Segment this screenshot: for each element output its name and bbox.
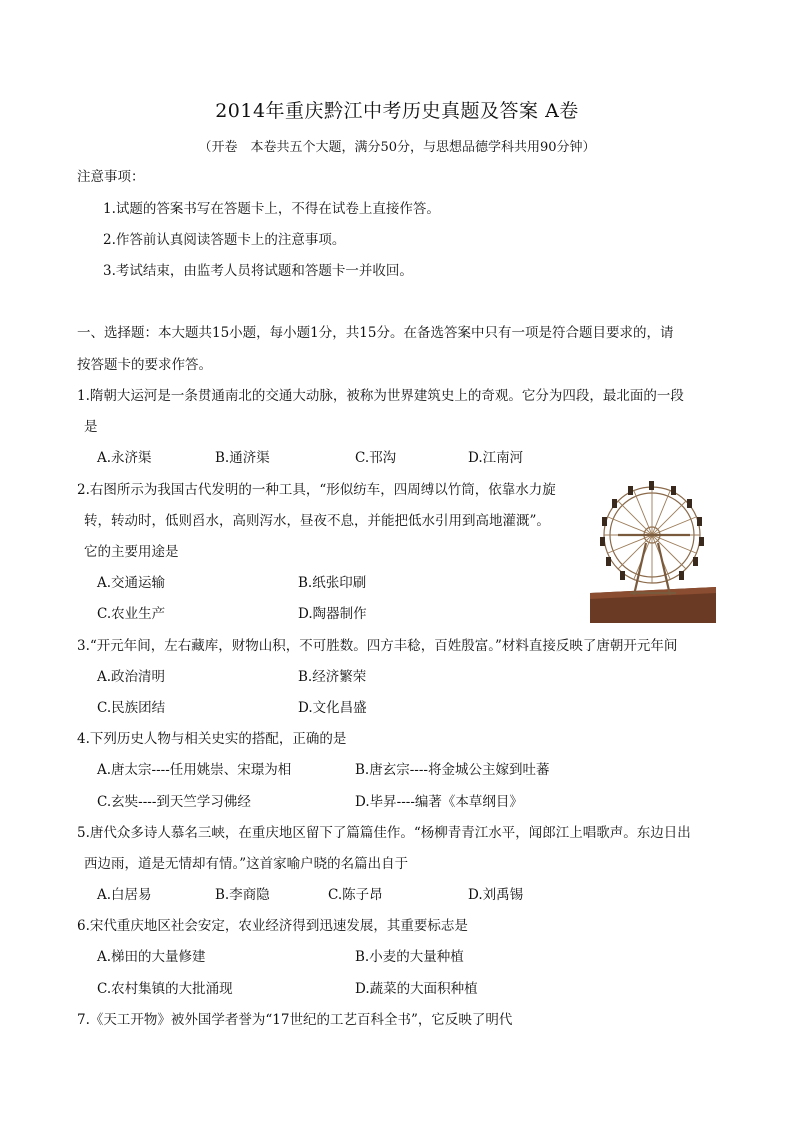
option-a: A.唐太宗----任用姚崇、宋璟为相 [97,762,292,778]
page-subtitle: （开卷 本卷共五个大题，满分50分，与思想品德学科共用90分钟） [198,140,596,155]
option-c: C.玄奘----到天竺学习佛经 [97,794,251,810]
question-2-stem-cont: 它的主要用途是 [84,544,179,560]
option-a: A.梯田的大量修建 [97,949,206,965]
option-b: B.唐玄宗----将金城公主嫁到吐蕃 [355,762,550,778]
section-heading-cont: 按答题卡的要求作答。 [77,357,212,373]
question-7-stem: 7.《天工开物》被外国学者誉为“17世纪的工艺百科全书”，它反映了明代 [77,1012,513,1028]
question-6-stem: 6.宋代重庆地区社会安定，农业经济得到迅速发展，其重要标志是 [77,918,468,934]
question-5-stem-cont: 西边雨，道是无情却有情。”这首家喻户晓的名篇出自于 [84,856,409,872]
option-c: C.农业生产 [97,606,166,622]
option-d: D.陶器制作 [298,606,367,622]
question-3-stem: 3.“开元年间，左右藏库，财物山积，不可胜数。四方丰稔，百姓殷富。”材料直接反映了唐朝开元年间 [77,638,678,654]
question-2-stem: 2.右图所示为我国古代发明的一种工具，“形似纺车，四周缚以竹筒，依靠水力旋 [77,482,556,498]
option-a: A.永济渠 [97,450,152,466]
option-c: C.陈子昂 [328,887,383,903]
option-d: D.文化昌盛 [298,700,367,716]
option-d: D.刘禹锡 [468,887,524,903]
option-b: B.纸张印刷 [298,575,367,591]
notice-heading: 注意事项： [77,169,145,185]
option-d: D.毕昇----编著《本草纲目》 [355,794,523,810]
question-1-stem-cont: 是 [84,419,98,435]
question-2-stem-cont: 转，转动时，低则舀水，高则泻水，昼夜不息，并能把低水引用到高地灌溉”。 [84,513,550,529]
question-4-stem: 4.下列历史人物与相关史实的搭配，正确的是 [77,731,347,747]
option-b: B.经济繁荣 [298,669,367,685]
notice-item: 3.考试结束，由监考人员将试题和答题卡一并收回。 [103,263,413,279]
option-a: A.政治清明 [97,669,166,685]
water-wheel-image [590,475,716,623]
section-heading: 一、选择题：本大题共15小题，每小题1分，共15分。在备选答案中只有一项是符合题目要求的，请 [77,325,674,341]
page-title: 2014年重庆黔江中考历史真题及答案 A卷 [215,100,579,122]
option-b: B.李商隐 [215,887,270,903]
question-5-stem: 5.唐代众多诗人慕名三峡，在重庆地区留下了篇篇佳作。“杨柳青青江水平，闻郎江上唱歌声。东边日出 [77,825,691,841]
option-d: D.蔬菜的大面积种植 [355,981,478,997]
option-c: C.邗沟 [355,450,397,466]
question-1-stem: 1.隋朝大运河是一条贯通南北的交通大动脉，被称为世界建筑史上的奇观。它分为四段，最北面的一段 [77,388,684,404]
option-b: B.通济渠 [215,450,270,466]
option-a: A.交通运输 [97,575,166,591]
option-a: A.白居易 [97,887,152,903]
notice-item: 1.试题的答案书写在答题卡上，不得在试卷上直接作答。 [103,201,440,217]
option-d: D.江南河 [468,450,524,466]
option-b: B.小麦的大量种植 [355,949,464,965]
option-c: C.民族团结 [97,700,166,716]
notice-item: 2.作答前认真阅读答题卡上的注意事项。 [103,232,346,248]
option-c: C.农村集镇的大批涌现 [97,981,233,997]
